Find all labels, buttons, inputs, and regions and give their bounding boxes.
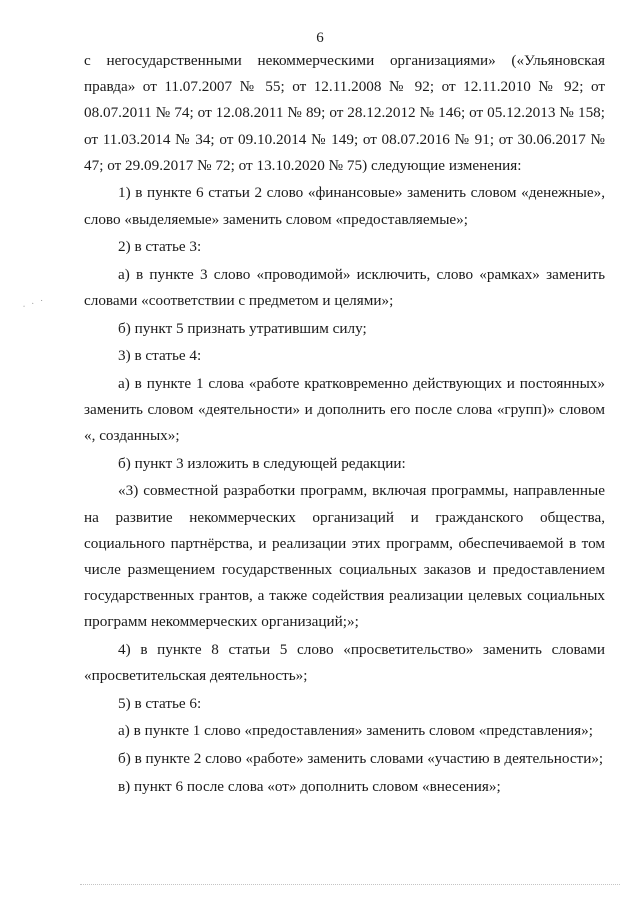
- paragraph-item-2a: а) в пункте 3 слово «проводимой» исключить, слово «рамках» заменить словами «соответствии с предметом и целями»;: [84, 265, 605, 309]
- page-number: 6: [316, 30, 324, 46]
- margin-scan-mark: · · ·: [21, 294, 47, 312]
- paragraph-item-5: 5) в статье 6:: [118, 694, 202, 712]
- paragraph-item-5a: а) в пункте 1 слово «предоставления» заменить словом «представления»;: [118, 722, 593, 740]
- scan-edge-artifact: [80, 884, 620, 888]
- paragraph-intro: с негосударственными некоммерческими организациями» («Ульяновская правда» от 11.07.2007 № 55; от 12.11.2008 № 92; от 12.11.2010 № 92; от 08.07.2011 № 74; от 12.08.2011 № 89; от 28.12.2012 № 146; от 05.12.2013 № 158; от 11.03.2014 № 34; от 09.10.2014 № 149; от 08.07.2016 № 91; от 30.06.2017 № 47; от 29.09.2017 № 72; от 13.10.2020 № 75) следующие изменения:: [84, 52, 605, 174]
- paragraph-new-wording: «3) совместной разработки программ, включая программы, направленные на развитие некоммерческих организаций и гражданского общества, социального партнёрства, и реализации этих программ, обеспечиваемой в том числе размещением государственных социальных заказов и предоставлением государственных грантов, а также содействия реализации целевых социальных программ некоммерческих организаций;»;: [84, 482, 605, 631]
- paragraph-item-3a: а) в пункте 1 слова «работе кратковременно действующих и постоянных» заменить словом «деятельности» и дополнить его после слова «групп)» словом «, созданных»;: [84, 374, 605, 445]
- document-body: [84, 48, 605, 801]
- paragraph-item-2b: б) пункт 5 признать утратившим силу;: [118, 319, 367, 337]
- paragraph-item-3b: б) пункт 3 изложить в следующей редакции:: [118, 454, 406, 472]
- paragraph-item-4: 4) в пункте 8 статьи 5 слово «просветительство» заменить словами «просветительская деятельность»;: [84, 640, 605, 685]
- paragraph-item-1: 1) в пункте 6 статьи 2 слово «финансовые» заменить словом «денежные», слово «выделяемые» заменить словом «предоставляемые»;: [84, 184, 605, 228]
- paragraph-item-2: 2) в статье 3:: [118, 238, 202, 256]
- paragraph-item-5c: в) пункт 6 после слова «от» дополнить словом «внесения»;: [118, 777, 501, 795]
- paragraph-item-3: 3) в статье 4:: [118, 347, 202, 365]
- paragraph-item-5b: б) в пункте 2 слово «работе» заменить словами «участию в деятельности»;: [118, 749, 604, 767]
